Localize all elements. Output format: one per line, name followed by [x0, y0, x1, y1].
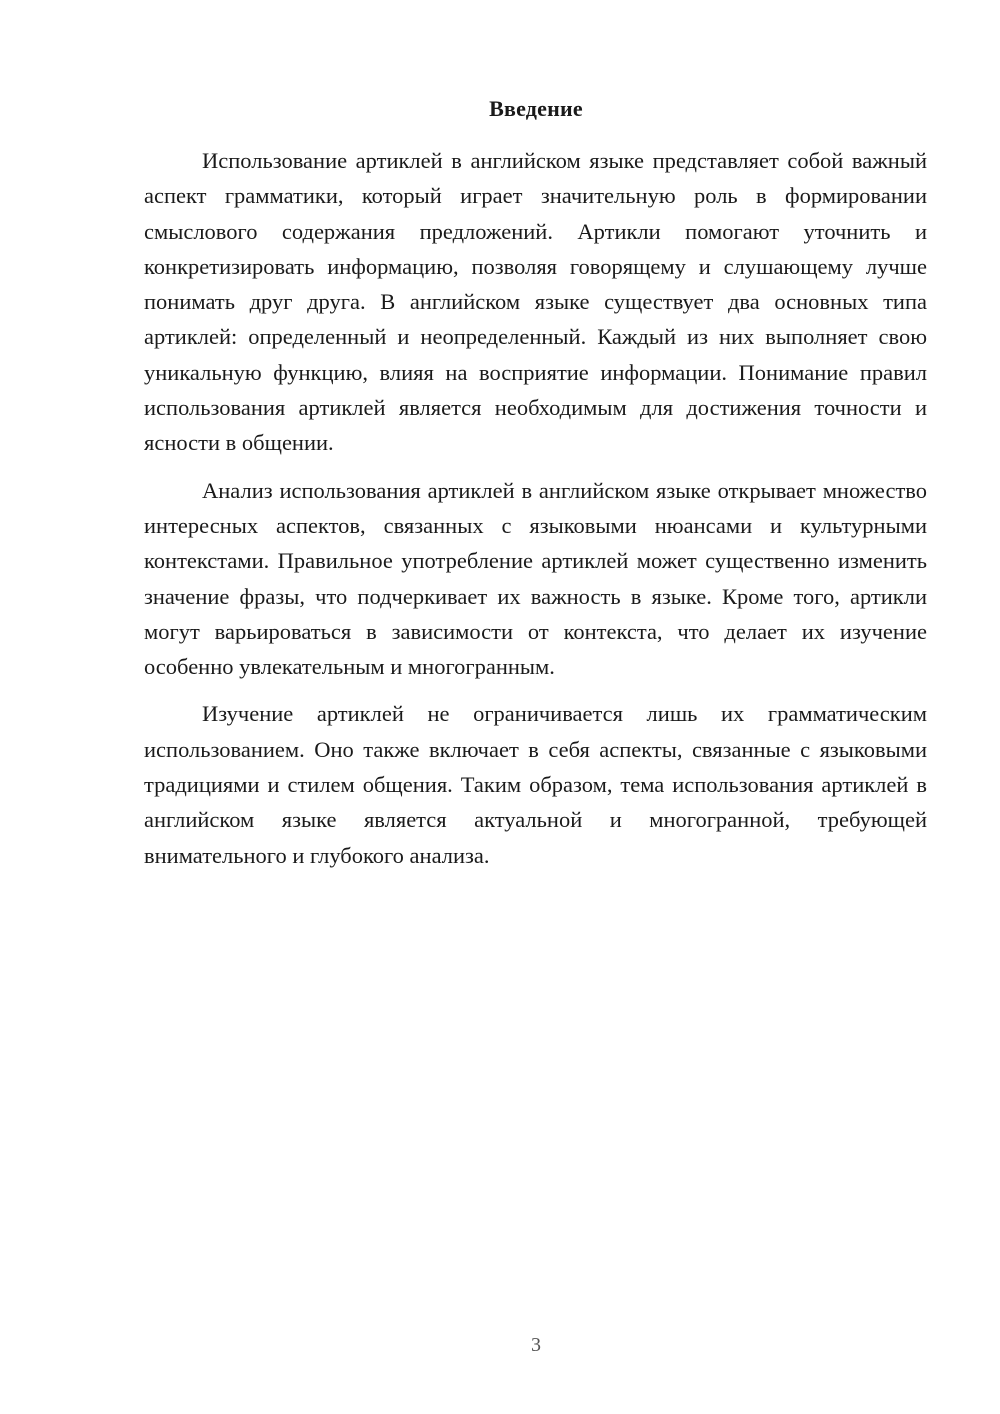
- paragraph-1: Использование артиклей в английском языке представляет собой важный аспект грамматики, который играет значительную роль в формировании смыслового содержания предложений. Артикли помогают уточнить и конкретизировать информацию, позволяя говорящему и слушающему лучше понимать друг друга. В английском языке существует два основных типа артиклей: определенный и неопределенный. Каждый из них выполняет свою уникальную функцию, влияя на восприятие информации. Понимание правил использования артиклей является необходимым для достижения точности и ясности в общении.: [144, 148, 927, 456]
- page-number: 3: [531, 1334, 541, 1356]
- paragraph-2: Анализ использования артиклей в английском языке открывает множество интересных аспектов, связанных с языковыми нюансами и культурными контекстами. Правильное употребление артиклей может существенно изменить значение фразы, что подчеркивает их важность в языке. Кроме того, артикли могут варьироваться в зависимости от контекста, что делает их изучение особенно увлекательным и многогранным.: [144, 477, 927, 680]
- document-body: [144, 143, 927, 873]
- paragraph-3: Изучение артиклей не ограничивается лишь их грамматическим использованием. Оно также включает в себя аспекты, связанные с языковыми традициями и стилем общения. Таким образом, тема использования артиклей в английском языке является актуальной и многогранной, требующей внимательного и глубокого анализа.: [144, 701, 927, 868]
- section-title: Введение: [489, 96, 583, 121]
